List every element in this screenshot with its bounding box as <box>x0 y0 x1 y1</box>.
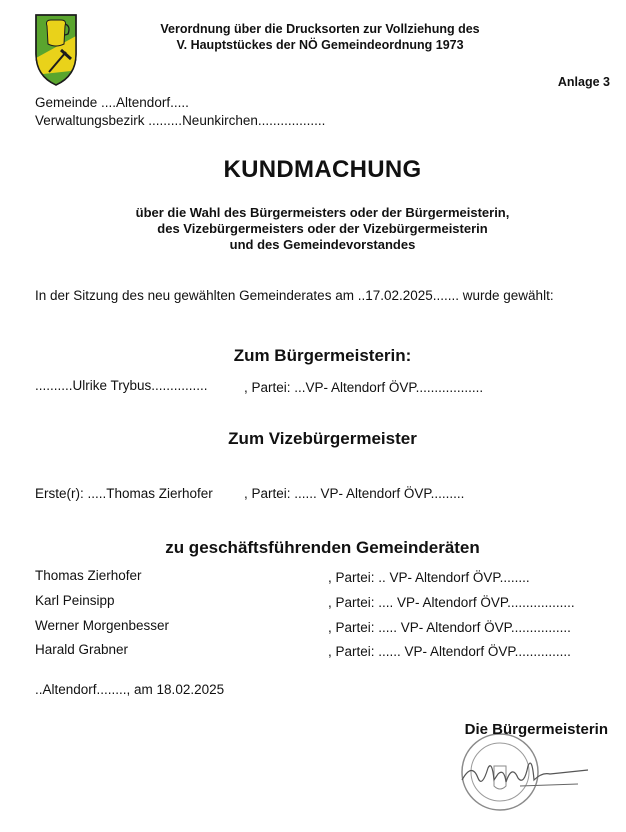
municipal-crest-icon <box>35 14 77 86</box>
vice-mayor-party: , Partei: ...... VP- Altendorf ÖVP......... <box>244 486 465 501</box>
vice-mayor-name: Erste(r): .....Thomas Zierhofer <box>35 486 213 501</box>
session-statement: In der Sitzung des neu gewählten Gemeinderates am ..17.02.2025....... wurde gewählt: <box>35 288 554 303</box>
councillor-party: , Partei: ...... VP- Altendorf ÖVP............... <box>328 644 571 659</box>
subtitle-line-2: des Vizebürgermeisters oder der Vizebürgermeisterin <box>157 221 488 236</box>
councillor-name: Werner Morgenbesser <box>35 618 170 633</box>
subtitle-line-1: über die Wahl des Bürgermeisters oder der Bürgermeisterin, <box>135 205 510 220</box>
vice-mayor-heading: Zum Vizebürgermeister <box>228 429 417 448</box>
councillors-heading: zu geschäftsführenden Gemeinderäten <box>165 538 480 557</box>
councillor-name: Thomas Zierhofer <box>35 568 142 583</box>
district-field: Verwaltungsbezirk .........Neunkirchen.................. <box>35 113 326 128</box>
councillor-name: Karl Peinsipp <box>35 593 115 608</box>
mayor-party: , Partei: ...VP- Altendorf ÖVP.................. <box>244 380 484 395</box>
signature-title: Die Bürgermeisterin <box>464 721 608 738</box>
councillor-party: , Partei: ..... VP- Altendorf ÖVP................ <box>328 620 571 635</box>
place-and-date: ..Altendorf........, am 18.02.2025 <box>35 682 225 697</box>
councillor-party: , Partei: .. VP- Altendorf ÖVP........ <box>328 570 530 585</box>
document-title: KUNDMACHUNG <box>223 156 422 183</box>
subtitle-line-3: und des Gemeindevorstandes <box>229 237 416 252</box>
regulation-title-line-1: Verordnung über die Drucksorten zur Vollziehung des <box>160 22 480 36</box>
mayor-heading: Zum Bürgermeisterin: <box>233 346 412 365</box>
municipality-field: Gemeinde ....Altendorf..... <box>35 95 189 110</box>
councillor-party: , Partei: .... VP- Altendorf ÖVP.................. <box>328 595 575 610</box>
councillor-name: Harald Grabner <box>35 642 129 657</box>
mayor-name: ..........Ulrike Trybus............... <box>35 378 208 393</box>
annex-label: Anlage 3 <box>557 75 610 89</box>
regulation-title-line-2: V. Hauptstückes der NÖ Gemeindeordnung 1973 <box>176 38 464 52</box>
